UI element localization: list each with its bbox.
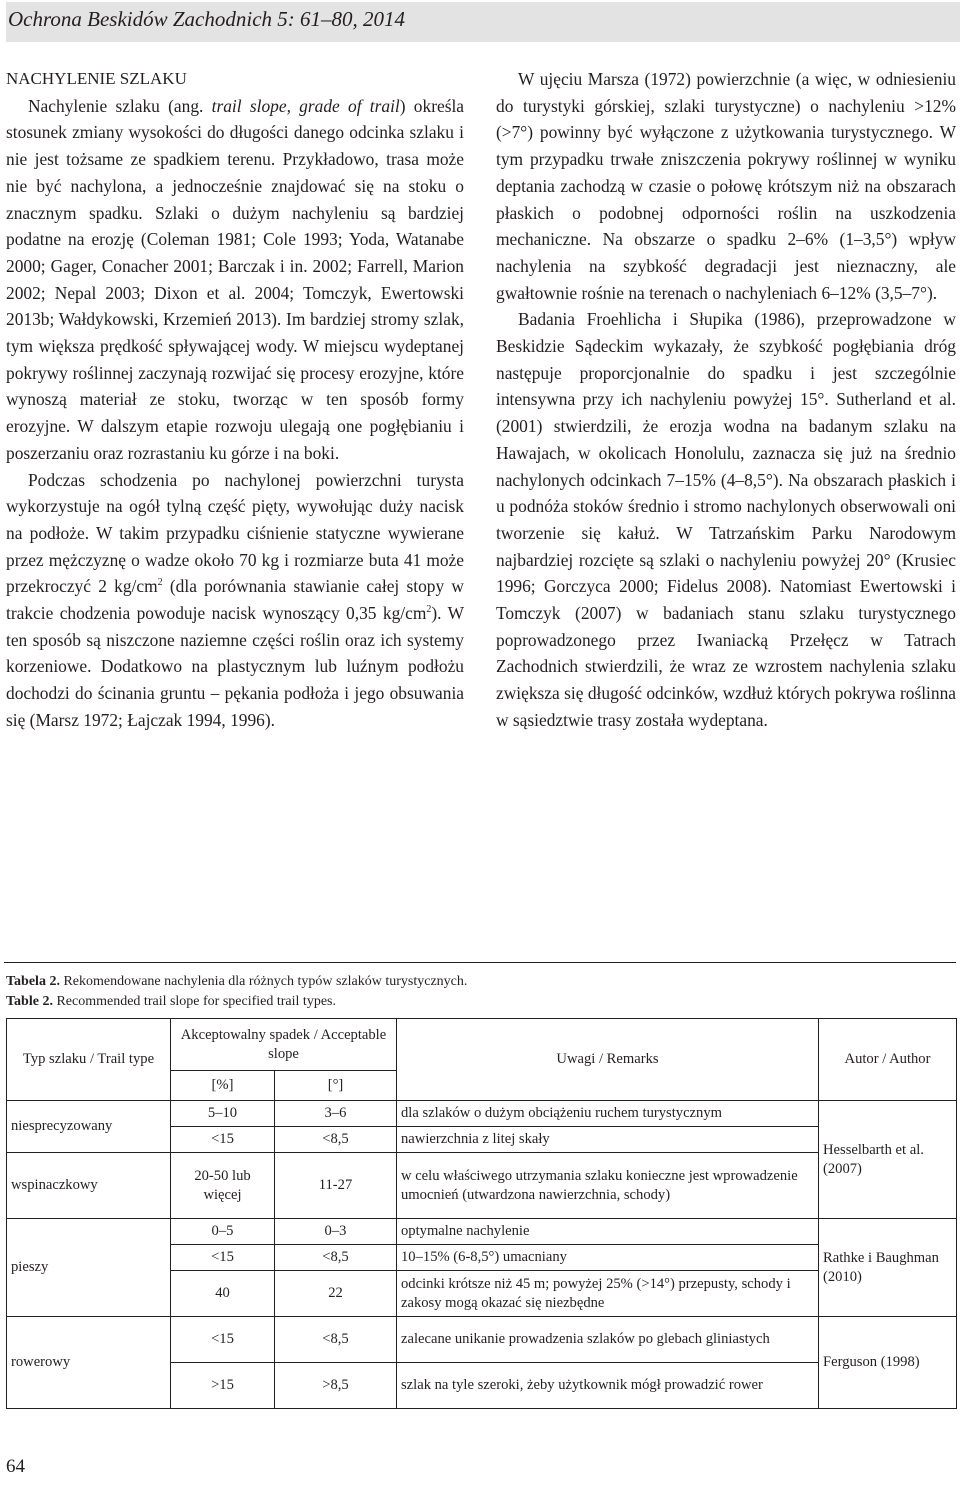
slope-degree: 3–6 — [275, 1101, 397, 1127]
slope-percent: <15 — [171, 1317, 275, 1363]
table-caption-pl — [6, 972, 956, 992]
header-slope: Akceptowalny spadek / Acceptable slope — [171, 1019, 397, 1071]
english-term: trail slope, grade of trail — [211, 95, 400, 116]
paragraph: Badania Froehlicha i Słupika (1986), przeprowadzone w Beskidzie Sądeckim wykazały, że szybkość pogłębiania dróg następuje proporcjonalnie do spadku i jest szczególnie intensywna przy ich nachyleniu powyżej 15°. Sutherland et al. (2001) stwierdzili, że erozja wodna na badanym szlaku na Hawajach, w okolicach Honolulu, zaznacza się już na średnio nachylonych odcinkach 7–15% (4–8,5°). Na obszarach płaskich i u podnóża stoków średnio i stromo nachylonych obserwowali oni tworzenie się kałuż. W Tatrzańskim Parku Narodowym najbardziej rozcięte są szlaki o nachyleniu powyżej 20° (Krusiec 1996; Gorczyca 2000; Fidelus 2008). Natomiast Ewertowski i Tomczyk (2007) w badaniach stanu szlaku turystycznego poprowadzonego przez Iwaniacką Przełęcz w Tatrach Zachodnich stwierdzili, że wraz ze wzrostem nachylenia szlaku zwiększa się długość odcinków, wzdłuż których pokrywa roślinna w sąsiedztwie trasy została wydeptana. — [496, 309, 956, 730]
table-caption-en — [6, 992, 956, 1012]
slope-degree: 0–3 — [275, 1219, 397, 1245]
trail-type: wspinaczkowy — [7, 1153, 171, 1219]
paragraph: W ujęciu Marsza (1972) powierzchnie (a więc, w odniesieniu do turystyki górskiej, szlaki turystyczne) o nachyleniu >12% (>7°) powinny być wyłączone z użytkowania turystycznego. W tym przypadku trwałe zniszczenia pokrywy roślinnej w wyniku deptania zachodzą w czasie o połowę krótszym niż na obszarach płaskich o podobnej odporności roślin na uszkodzenia mechaniczne. Na obszarze o spadku 2–6% (1–3,5°) wpływ nachylenia na szybkość degradacji jest nieznaczny, ale gwałtownie rośnie na terenach o nachyleniach 6–12% (3,5–7°). — [496, 69, 956, 303]
table-header-row — [7, 1019, 957, 1071]
trail-type: pieszy — [7, 1219, 171, 1317]
remark: 10–15% (6-8,5°) umacniany — [397, 1245, 819, 1271]
section-heading: NACHYLENIE SZLAKU — [6, 69, 187, 88]
paragraph-text: ) określa stosunek zmiany wysokości do długości danego odcinka szlaku i nie jest tożsame ze spadkiem terenu. Przykładowo, trasa może nie być nachylona, a jednocześnie znajdować się na stoku o znacznym spadku. Szlaki o dużym nachyleniu są bardziej podatne na erozję (Coleman 1981; Cole 1993; Yoda, Watanabe 2000; Gager, Conacher 2001; Barczak i in. 2002; Farrell, Marion 2002; Nepal 2003; Dixon et al. 2004; Tomczyk, Ewertowski 2013b; Wałdykowski, Krzemień 2013). Im bardziej stromy szlak, tym większa prędkość spływającej wody. W miejscu wydeptanej pokrywy roślinnej zaczynają rozwijać się procesy erozyjne, które wynoszą materiał ze stoku, tworząc w ten sposób formy erozyjne. W dalszym etapie rozwoju ulegają one pogłębianiu i poszerzaniu oraz rozrastaniu ku górze i na boki. — [6, 95, 465, 463]
caption-text: Recommended trail slope for specified trail types. — [52, 994, 336, 1009]
author: Ferguson (1998) — [819, 1317, 957, 1409]
right-column — [496, 66, 956, 734]
remark: optymalne nachylenie — [397, 1219, 819, 1245]
paragraph — [6, 467, 464, 734]
slope-percent: 0–5 — [171, 1219, 275, 1245]
table-row — [7, 1153, 957, 1219]
slope-degree: <8,5 — [275, 1245, 397, 1271]
slope-percent: >15 — [171, 1363, 275, 1409]
left-column — [6, 66, 464, 734]
slope-degree: 22 — [275, 1271, 397, 1317]
slope-percent: 20-50 lub więcej — [171, 1153, 275, 1219]
caption-label: Table 2. — [6, 994, 53, 1009]
slope-percent: 5–10 — [171, 1101, 275, 1127]
caption-text: Rekomendowane nachylenia dla różnych typów szlaków turystycznych. — [59, 974, 468, 989]
slope-degree: <8,5 — [275, 1127, 397, 1153]
table-row — [7, 1101, 957, 1127]
remark: nawierzchnia z litej skały — [397, 1127, 819, 1153]
remark: odcinki krótsze niż 45 m; powyżej 25% (>14°) przepusty, schody i zakosy mogą okazać się niezbędne — [397, 1271, 819, 1317]
header-percent: [%] — [171, 1071, 275, 1101]
trail-type: niesprecyzowany — [7, 1101, 171, 1153]
trail-type: rowerowy — [7, 1317, 171, 1409]
paragraph-text: Podczas schodzenia po nachylonej powierzchni turysta wykorzystuje na ogół tylną część pięty, wywołując duży nacisk na podłoże. W takim przypadku ciśnienie statyczne wywierane przez mężczyznę o wadze około 70 kg i rozmiarze buta 41 może przekroczyć 2 kg/cm — [6, 469, 464, 597]
running-header — [6, 2, 960, 42]
paragraph-text: ). W ten sposób są niszczone naziemne części roślin oraz ich systemy korzeniowe. Dodatkowo na plastycznym lub luźnym podłożu dochodzi do ścinania gruntu – pękania podłoża i jego obsuwania się (Marsz 1972; Łajczak 1994, 1996). — [6, 603, 464, 730]
header-author: Autor / Author — [819, 1019, 957, 1101]
header-type: Typ szlaku / Trail type — [7, 1019, 171, 1101]
slope-degree: 11-27 — [275, 1153, 397, 1219]
remark: zalecane unikanie prowadzenia szlaków po glebach gliniastych — [397, 1317, 819, 1363]
paragraph — [6, 93, 464, 467]
header-degree: [°] — [275, 1071, 397, 1101]
table-top-rule — [4, 962, 956, 963]
paragraph-text: Nachylenie szlaku (ang. — [28, 95, 212, 116]
slope-table — [6, 1018, 957, 1409]
slope-degree: <8,5 — [275, 1317, 397, 1363]
superscript: 2 — [426, 604, 432, 616]
paragraph-text: (dla porównania stawianie całej stopy w trakcie chodzenia powoduje nacisk wynoszący 0,35 kg/cm — [6, 576, 464, 624]
page-number: 64 — [6, 1456, 25, 1477]
slope-percent: <15 — [171, 1127, 275, 1153]
slope-degree: >8,5 — [275, 1363, 397, 1409]
author: Hesselbarth et al. (2007) — [819, 1101, 957, 1219]
header-remarks: Uwagi / Remarks — [397, 1019, 819, 1101]
author: Rathke i Baughman (2010) — [819, 1219, 957, 1317]
table-row — [7, 1219, 957, 1245]
remark: dla szlaków o dużym obciążeniu ruchem turystycznym — [397, 1101, 819, 1127]
table-row — [7, 1317, 957, 1363]
slope-percent: 40 — [171, 1271, 275, 1317]
remark: w celu właściwego utrzymania szlaku konieczne jest wprowadzenie umocnień (utwardzona nawierzchnia, schody) — [397, 1153, 819, 1219]
caption-label: Tabela 2. — [6, 974, 60, 989]
superscript: 2 — [157, 577, 163, 589]
slope-percent: <15 — [171, 1245, 275, 1271]
journal-title: Ochrona Beskidów Zachodnich 5: 61–80, 2014 — [8, 7, 406, 31]
remark: szlak na tyle szeroki, żeby użytkownik mógł prowadzić rower — [397, 1363, 819, 1409]
